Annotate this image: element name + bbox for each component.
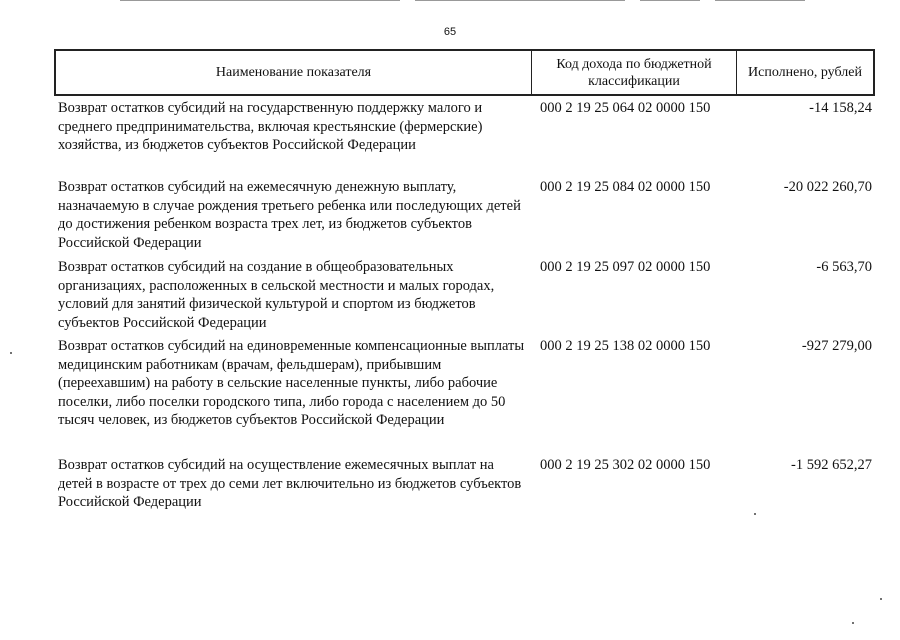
scan-artifact-line [715,0,805,1]
row-amount: -6 563,70 [816,259,872,275]
row-name: Возврат остатков субсидий на государственную поддержку малого и среднего предпринимательства, включая крестьянские (фермерские) хозяйства, из бюджетов субъектов Российской Федерации [58,100,483,153]
row-amount: -927 279,00 [801,338,872,354]
row-name: Возврат остатков субсидий на осуществление ежемесячных выплат на детей в возрасте от трех до семи лет включительно из бюджетов субъектов Российской Федерации [58,457,522,510]
row-name: Возврат остатков субсидий на ежемесячную денежную выплату, назначаемую в случае рождения третьего ребенка или последующих детей до достижения ребенком возраста трех лет, из бюджетов субъектов Российской Федерации [58,179,521,251]
header-name: Наименование показателя [56,51,532,94]
row-code: 000 2 19 25 084 02 0000 150 [540,179,711,195]
scan-artifact-line [640,0,700,1]
header-code: Код дохода по бюджетной классификации [532,51,737,94]
row-amount: -1 592 652,27 [791,457,872,473]
row-name: Возврат остатков субсидий на создание в общеобразовательных организациях, расположенных в сельской местности и малых городах, условий для занятий физической культурой и спортом из бюджетов субъектов Российской Федерации [58,259,495,331]
row-code: 000 2 19 25 097 02 0000 150 [540,259,711,275]
row-name: Возврат остатков субсидий на единовременные компенсационные выплаты медицинским работникам (врачам, фельдшерам), прибывшим (переехавшим) на работу в сельские населенные пункты, либо рабочие поселки, либо поселки городского типа, либо города с населением до 50 тысяч человек, из бюджетов субъектов Российской Федерации [58,338,525,428]
scan-artifact-line [415,0,625,1]
scan-speck [852,622,854,624]
row-amount: -20 022 260,70 [783,179,872,195]
scan-artifact-line [120,0,400,1]
row-code: 000 2 19 25 138 02 0000 150 [540,338,711,354]
scan-speck [10,352,12,354]
row-code: 000 2 19 25 064 02 0000 150 [540,100,711,116]
scan-speck [754,513,756,515]
row-code: 000 2 19 25 302 02 0000 150 [540,457,711,473]
header-amount: Исполнено, рублей [748,65,862,80]
table-header [54,49,875,96]
row-amount: -14 158,24 [809,100,872,116]
page-number: 65 [443,26,457,38]
scan-speck [880,598,882,600]
